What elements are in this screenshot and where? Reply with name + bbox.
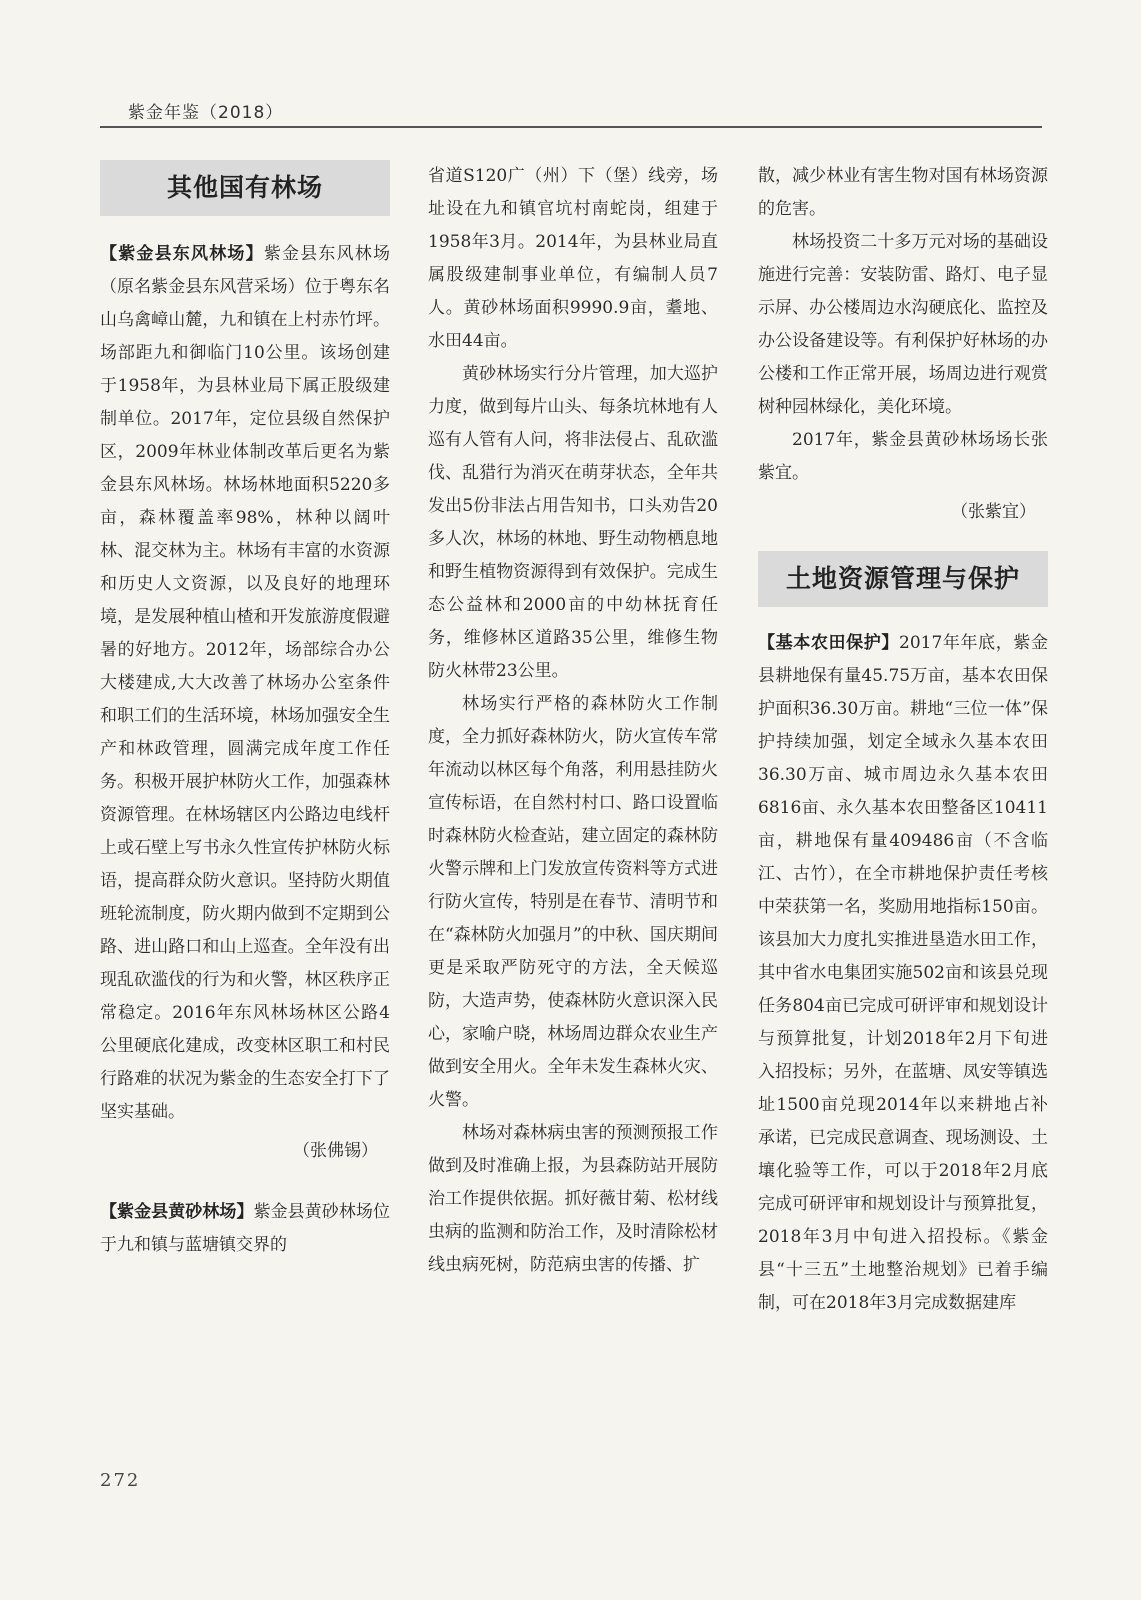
paragraph-dongfeng xyxy=(100,238,390,1129)
entry-lead-huangsha: 【紫金县黄砂林场】 xyxy=(100,1202,254,1222)
running-header: 紫金年鉴（2018） xyxy=(128,103,284,123)
page-number: 272 xyxy=(100,1470,141,1491)
header-divider xyxy=(100,126,1042,128)
entry-lead-dongfeng: 【紫金县东风林场】 xyxy=(100,244,264,264)
paragraph-huangsha-3: 林场实行严格的森林防火工作制度，全力抓好森林防火，防火宣传车常年流动以林区每个角落，利用悬挂防火宣传标语，在自然村村口、路口设置临时森林防火检查站，建立固定的森林防火警示牌和上门发放宣传资料等方式进行防火宣传，特别是在春节、清明节和在“森林防火加强月”的中秋、国庆期间更是采取严防死守的方法，全天候巡防，大造声势，使森林防火意识深入民心，家喻户晓，林场周边群众农业生产做到安全用火。全年未发生森林火灾、火警。 xyxy=(428,694,718,1110)
author-dongfeng: （张佛锡） xyxy=(293,1141,378,1161)
section-heading-forestry: 其他国有林场 xyxy=(100,160,390,216)
paragraph-huangsha-2: 黄砂林场实行分片管理，加大巡护力度，做到每片山头、每条坑林地有人巡有人管有人问，将非法侵占、乱砍滥伐、乱猎行为消灭在萌芽状态，全年共发出5份非法占用告知书，口头劝告20多人次，林场的林地、野生动物栖息地和野生植物资源得到有效保护。完成生态公益林和2000亩的中幼林抚育任务，维修林区道路35公里，维修生物防火林带23公里。 xyxy=(428,364,718,681)
paragraph-huangsha-4: 林场对森林病虫害的预测预报工作做到及时准确上报，为县森防站开展防治工作提供依据。抓好薇甘菊、松材线虫病的监测和防治工作，及时清除松材线虫病死树，防范病虫害的传播、扩 xyxy=(428,1123,718,1275)
entry-text-huangsha-intro: 紫金县黄砂林场位于九和镇与蓝塘镇交界的 xyxy=(100,1202,390,1255)
paragraph-huangsha-4-cont: 散，减少林业有害生物对国有林场资源的危害。 xyxy=(758,166,1048,219)
column-1 xyxy=(100,160,390,1262)
paragraph-huangsha-6: 2017年，紫金县黄砂林场场长张紫宜。 xyxy=(758,430,1048,483)
paragraph-huangsha-intro xyxy=(100,1196,390,1262)
paragraph-farmland xyxy=(758,627,1048,1320)
entry-lead-farmland: 【基本农田保护】 xyxy=(758,633,899,653)
entry-text-farmland: 2017年年底，紫金县耕地保有量45.75万亩，基本农田保护面积36.30万亩。耕地“三位一体”保护持续加强，划定全域永久基本农田36.30万亩、城市周边永久基本农田6816亩、永久基本农田整备区10411亩，耕地保有量409486亩（不含临江、古竹），在全市耕地保护责任考核中荣获第一名，奖励用地指标150亩。该县加大力度扎实推进垦造水田工作，其中省水电集团实施502亩和该县兑现任务804亩已完成可研评审和规划设计与预算批复，计划2018年2月下旬进入招投标；另外，在蓝塘、凤安等镇选址1500亩兑现2014年以来耕地占补承诺，已完成民意调查、现场测设、土壤化验等工作，可以于2018年2月底完成可研评审和规划设计与预算批复，2018年3月中旬进入招投标。《紫金县“十三五”土地整治规划》已着手编制，可在2018年3月完成数据建库 xyxy=(758,633,1049,1313)
author-huangsha: （张紫宜） xyxy=(951,502,1036,522)
paragraph-huangsha-5: 林场投资二十多万元对场的基础设施进行完善：安装防雷、路灯、电子显示屏、办公楼周边水沟硬底化、监控及办公设备建设等。有利保护好林场的办公楼和工作正常开展，场周边进行观赏树种园林绿化，美化环境。 xyxy=(758,232,1048,417)
entry-text-dongfeng: 紫金县东风林场（原名紫金县东风营采场）位于粤东名山乌禽嶂山麓，九和镇在上村赤竹坪。场部距九和御临门10公里。该场创建于1958年，为县林业局下属正股级建制单位。2017年，定位县级自然保护区，2009年林业体制改革后更名为紫金县东风林场。林场林地面积5220多亩，森林覆盖率98%，林种以阔叶林、混交林为主。林场有丰富的水资源和历史人文资源，以及良好的地理环境，是发展种植山楂和开发旅游度假避暑的好地方。2012年，场部综合办公大楼建成,大大改善了林场办公室条件和职工们的生活环境，林场加强安全生产和林政管理，圆满完成年度工作任务。积极开展护林防火工作，加强森林资源管理。在林场辖区内公路边电线杆上或石壁上写书永久性宣传护林防火标语，提高群众防火意识。坚持防火期值班轮流制度，防火期内做到不定期到公路、进山路口和山上巡查。全年没有出现乱砍滥伐的行为和火警，林区秩序正常稳定。2016年东风林场林区公路4公里硬底化建成，改变林区职工和村民行路难的状况为紫金的生态安全打下了坚实基础。 xyxy=(100,244,391,1122)
column-2 xyxy=(428,160,718,1282)
paragraph-huangsha-cont: 省道S120广（州）下（堡）线旁，场址设在九和镇官坑村南蛇岗，组建于1958年3月。2014年，为县林业局直属股级建制事业单位，有编制人员7人。黄砂林场面积9990.9亩，耋地、水田44亩。 xyxy=(428,166,718,351)
section-heading-land: 土地资源管理与保护 xyxy=(758,551,1048,607)
column-3 xyxy=(758,160,1048,1320)
